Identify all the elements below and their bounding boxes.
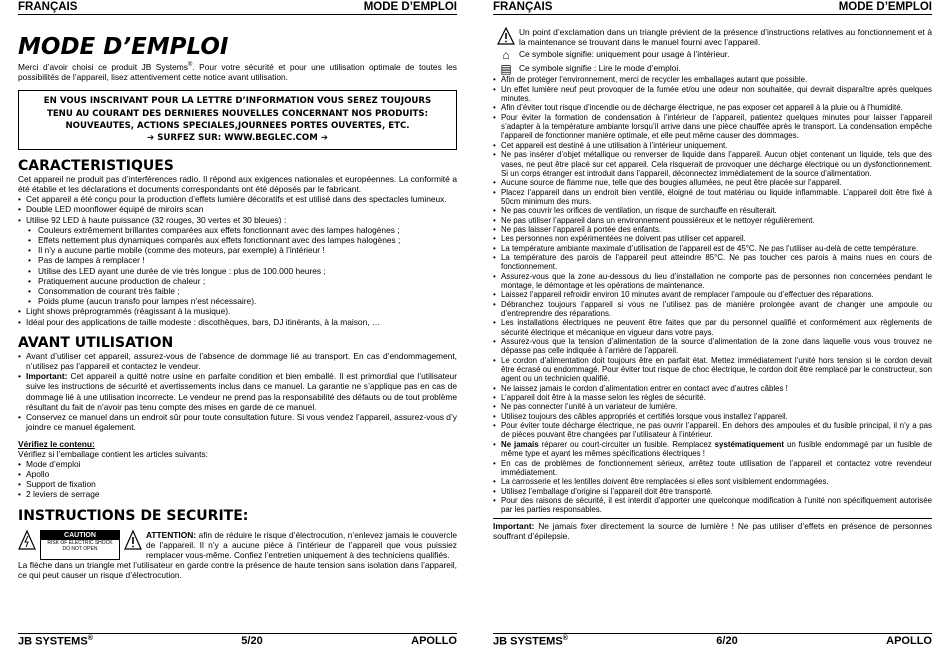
verif-title: Vérifiez le contenu: — [18, 438, 95, 449]
list-item: • Ne pas insérer d’objet métallique ou renverser de liquide dans l’appareil. Aucun objet contenant un liquide, tels que des vases, ne peut être placé sur cet appareil. Cela risquerait de provoquer une décharge électrique ou un dysfonctionnement. Si un corps étranger est introduit dans l’appareil, déconnectez immédiatement de la source d’alimentation. — [493, 150, 932, 178]
page-header — [18, 0, 457, 15]
list-item: • La température ambiante maximale d’utilisation de l’appareil est de 45°C. Ne pas l’utiliser au-delà de cette température. — [493, 244, 932, 253]
verif-text: Vérifiez si l’emballage contient les articles suivants: — [18, 448, 208, 459]
list-item: • La température des parois de l’appareil peut atteindre 85°C. Ne pas toucher ces parois à mains nues en cours de fonctionnement. — [493, 253, 932, 272]
list-item: • Ne pas connecter l’unité à un variateur de lumière. — [493, 402, 932, 411]
list-item: • Pour éviter la formation de condensation à l’intérieur de l’appareil, patientez quelques minutes pour laisser l’appareil s’adapter à la température ambiante lorsqu’il arrive dans une pièce chauffée après le transport. La condensation empêche l’appareil de fonctionner manière optimale, et elle peut même causer des dommages. — [493, 113, 932, 141]
page-title: MODE D’EMPLOI — [18, 34, 229, 60]
list-item: • Laissez l’appareil refroidir environ 10 minutes avant de remplacer l’ampoule ou d’effectuer des réparations. — [493, 290, 932, 299]
exclamation-triangle-icon — [493, 27, 519, 45]
list-item: • Ne pas utiliser l’appareil dans un environnement poussiéreux et le nettoyer régulièrement. — [493, 216, 932, 225]
page-header — [493, 0, 932, 15]
list-item: • Conservez ce manuel dans un endroit sûr pour toute consultation future. Si vous vendez l’appareil, assurez-vous d’y joindre ce manuel également. — [18, 412, 457, 432]
list-item: • Utilise des LED ayant une durée de vie très longue : plus de 100.000 heures ; — [18, 266, 457, 276]
list-item: • Poids plume (aucun transfo pour lampes n’est nécessaire). — [18, 296, 457, 306]
list-item: • Pratiquement aucune production de chaleur ; — [18, 276, 457, 286]
list-item: • Assurez-vous que la zone au-dessous du lieu d’installation ne comporte pas de personnes non concernées pendant le montage, le démontage et les opérations de maintenance. — [493, 272, 932, 291]
page-number: 5/20 — [241, 635, 263, 648]
safety-list — [493, 75, 932, 514]
symbol-text: Ce symbole signifie : Lire le mode d’emploi. — [519, 63, 681, 74]
exclamation-triangle-icon — [124, 530, 142, 550]
page-footer — [18, 633, 457, 648]
fleche-text: La flèche dans un triangle met l’utilisateur en garde contre la présence de haute tension sans isolation dans l’appareil, ce qui peut causer un risque d’électrocution. — [18, 560, 457, 581]
page-footer — [493, 633, 932, 648]
safety-warning — [18, 530, 457, 561]
list-item: • Couleurs extrêmement brillantes comparées aux effets fonctionnant avec des lampes halogènes ; — [18, 225, 457, 235]
attention-text: ATTENTION: afin de réduire le risque d’électrocution, n’enlevez jamais le couvercle de l’appareil. Il n’y a aucune pièce à l’intérieur de l’appareil que vous puissiez remplacer vous-même. Confiez l’entretien uniquement à des techniciens qualifiés. — [146, 529, 457, 560]
list-item: • 2 leviers de serrage — [18, 489, 457, 499]
list-item: • Mode d’emploi — [18, 459, 457, 469]
list-item: • Les installations électriques ne peuvent être faites que par du personnel qualifié et conformément aux règlements de sécurité électrique et mécanique en vigueur dans votre pays. — [493, 318, 932, 337]
footer-brand: JB SYSTEMS® — [493, 635, 568, 648]
intro-text: Merci d’avoir choisi ce produit JB Systems®. Pour votre sécurité et pour une utilisation optimale de toutes les possibilités de l’appareil, lisez attentivement cette notice avant utilisation. — [18, 61, 457, 82]
section-title-avant-utilisation: AVANT UTILISATION — [18, 334, 174, 351]
carac-list — [18, 194, 457, 225]
symbol-row — [493, 27, 932, 47]
list-item: • L’appareil doit être à la masse selon les règles de sécurité. — [493, 393, 932, 402]
list-item: • Cet appareil est destiné à une utilisation à l’intérieur uniquement. — [493, 141, 932, 150]
page-right — [475, 0, 950, 654]
list-item: • Ne laissez jamais le cordon d’alimentation entrer en contact avec d’autres câbles ! — [493, 384, 932, 393]
footer-brand: JB SYSTEMS® — [18, 635, 93, 648]
footer-model: APOLLO — [886, 635, 932, 648]
list-item: • Pour des raisons de sécurité, il est interdit d’apporter une quelconque modification à l’unité non spécifiquement autorisée par les parties responsables. — [493, 496, 932, 515]
list-item: • Les personnes non expérimentées ne doivent pas utiliser cet appareil. — [493, 234, 932, 243]
carac-text: Cet appareil ne produit pas d’interférences radio. Il répond aux exigences nationales et européennes. La conformité a été établie et les déclarations et documents correspondants ont été déposés par le fabricant. — [18, 173, 457, 195]
list-item: • Avant d’utiliser cet appareil, assurez-vous de l’absence de dommage lié au transport. En cas d’endommagement, n’utilisez pas l’appareil et contactez le vendeur. — [18, 351, 457, 371]
section-title-securite: INSTRUCTIONS DE SECURITE: — [18, 507, 249, 524]
carac-list-2 — [18, 306, 457, 326]
list-item: • Pour éviter toute décharge électrique, ne pas ouvrir l’appareil. En dehors des ampoules et du fusible principal, il n’y a pas de pièces pouvant être changées par l’utilisateur à l’intérieur. — [493, 421, 932, 440]
symbol-text: Un point d’exclamation dans un triangle prévient de la présence d’instructions relatives au fonctionnement et à la maintenance se trouvant dans le manuel fourni avec l’appareil. — [519, 27, 932, 48]
lightning-triangle-icon — [18, 530, 36, 550]
list-item: • Débranchez toujours l’appareil si vous ne l’utilisez pas de manière prolongée avant de changer une ampoule ou d’entreprendre des réparations. — [493, 300, 932, 319]
header-language: FRANÇAIS — [493, 1, 553, 13]
list-item: • La carrosserie et les lentilles doivent être remplacées si elles sont visiblement endommagées. — [493, 477, 932, 486]
footer-model: APOLLO — [411, 635, 457, 648]
verif-list — [18, 459, 457, 500]
symbol-text: Ce symbole signifie: uniquement pour usage à l’intérieur. — [519, 49, 730, 60]
section-title-caracteristiques: CARACTERISTIQUES — [18, 157, 174, 174]
list-item: • Aucune source de flamme nue, telle que des bougies allumées, ne peut être placée sur l’appareil. — [493, 178, 932, 187]
avant-list — [18, 351, 457, 433]
list-item: • Un effet lumière neuf peut provoquer de la fumée et/ou une odeur non souhaitée, qui devrait disparaître après quelques minutes. — [493, 85, 932, 104]
list-item: • Ne jamais réparer ou court-circuiter un fusible. Remplacez systématiquement un fusible endommagé par un fusible de même type et ayant les mêmes spécifications électriques ! — [493, 440, 932, 459]
symbol-row — [493, 49, 932, 61]
list-item: • Important: Cet appareil a quitté notre usine en parfaite condition et bien emballé. Il est primordial que l’utilisateur suive les instructions de sécurité et avertissements inclus dans ce manuel. La garantie ne s’applique pas en cas de dommage lié à une utilisation incorrecte. Le vendeur ne prend pas la responsabilité des défauts ou de tout problème résultant du fait de n’avoir pas tenu compte des mises en garde de ce manuel. — [18, 371, 457, 412]
list-item: • Double LED moonflower équipé de miroirs scan — [18, 204, 457, 214]
list-item: • Support de fixation — [18, 479, 457, 489]
list-item: • Effets nettement plus dynamiques comparés aux effets fonctionnant avec des lampes halogènes ; — [18, 235, 457, 245]
indoor-use-icon: ⌂ — [502, 48, 510, 63]
list-item: • Afin d’éviter tout risque d’incendie ou de décharge électrique, ne pas exposer cet appareil à la pluie ou à l’humidité. — [493, 103, 932, 112]
list-item: • Ne pas laisser l’appareil à portée des enfants. — [493, 225, 932, 234]
list-item: • Ne pas couvrir les orifices de ventilation, un risque de surchauffe en résulterait. — [493, 206, 932, 215]
newsletter-box: EN VOUS INSCRIVANT POUR LA LETTRE D’INFORMATION VOUS SEREZ TOUJOURS TENU AU COURANT DES DERNIERES NOUVELLES CONCERNANT NOS PRODUITS: NOUVEAUTES, ACTIONS SPECIALES,JOURNEES PORTES OUVERTES, ETC. ➔ SURFEZ SUR: WWW.BEGLEC.COM ➔ — [18, 90, 457, 150]
header-title: MODE D’EMPLOI — [363, 1, 457, 13]
list-item: • Apollo — [18, 469, 457, 479]
page-number: 6/20 — [716, 635, 738, 648]
newsletter-link[interactable]: ➔ SURFEZ SUR: WWW.BEGLEC.COM ➔ — [147, 133, 328, 144]
header-title: MODE D’EMPLOI — [838, 1, 932, 13]
list-item: • Il n’y a aucune partie mobile (comme des moteurs, par exemple) à l’intérieur ! — [18, 245, 457, 255]
header-language: FRANÇAIS — [18, 1, 78, 13]
list-item: • Utilisez toujours des câbles appropriés et certifiés lorsque vous installez l’appareil. — [493, 412, 932, 421]
list-item: • Consommation de courant très faible ; — [18, 286, 457, 296]
list-item: • Pas de lampes à remplacer ! — [18, 255, 457, 265]
list-item: • Utilisez l’emballage d’origine si l’appareil doit être transporté. — [493, 487, 932, 496]
list-item: • Light shows préprogrammés (réagissant à la musique). — [18, 306, 457, 316]
carac-sublist — [18, 225, 457, 307]
manual-book-icon: ▤ — [500, 62, 512, 77]
caution-label: CAUTION RISK OF ELECTRIC SHOCK DO NOT OPEN — [40, 530, 120, 560]
list-item: • Utilise 92 LED à haute puissance (32 rouges, 30 vertes et 30 bleues) : — [18, 215, 457, 225]
list-item: • Assurez-vous que la tension d’alimentation de la source d’alimentation de la zone dans laquelle vous vous trouvez ne dépasse pas celle indiquée à l’arrière de l’appareil. — [493, 337, 932, 356]
list-item: • Cet appareil a été conçu pour la production d’effets lumière décoratifs et est utilisé dans des spectacles lumineux. — [18, 194, 457, 204]
list-item: • Idéal pour des applications de taille modeste : discothèques, bars, DJ itinérants, à la maison, … — [18, 317, 457, 327]
list-item: • Afin de protéger l’environnement, merci de recycler les emballages autant que possible. — [493, 75, 932, 84]
list-item: • En cas de problèmes de fonctionnement sérieux, arrêtez toute utilisation de l’appareil et contactez votre revendeur immédiatement. — [493, 459, 932, 478]
list-item: • Le cordon d’alimentation doit toujours être en parfait état. Mettez immédiatement l’unité hors tension si le cordon devait être écrasé ou endommagé. Pour éviter tout risque de choc électrique, le cordon doit être remplacé par le constructeur, son agent ou un technicien qualifié. — [493, 356, 932, 384]
list-item: • Placez l’appareil dans un endroit bien ventilé, éloigné de tout matériau ou liquide inflammable. L’appareil doit être fixé à 50cm minimum des murs. — [493, 188, 932, 207]
symbol-row — [493, 63, 932, 75]
important-note: Important: Ne jamais fixer directement la source de lumière ! Ne pas utiliser d’effets en présence de personnes souffrant d’épilepsie. — [493, 518, 932, 541]
